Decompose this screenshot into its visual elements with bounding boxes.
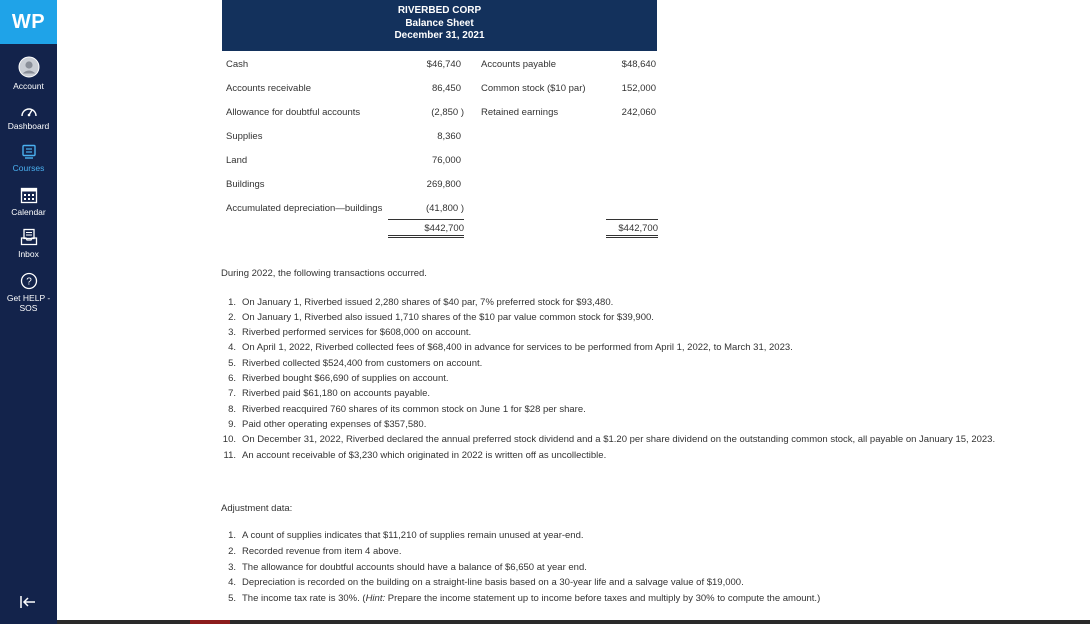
svg-text:?: ? [25, 276, 32, 288]
sidebar-item-courses[interactable] [0, 144, 57, 173]
adjustments-intro: Adjustment data: [221, 503, 293, 514]
help-icon [20, 272, 38, 290]
wp-logo[interactable]: WP [0, 0, 57, 44]
collapse-left-icon[interactable] [18, 592, 38, 612]
sidebar-item-label: Get HELP - [6, 293, 51, 303]
sidebar [0, 0, 57, 624]
equity-label: Retained earnings [481, 107, 559, 118]
inbox-icon [20, 228, 38, 246]
asset-label: Supplies [226, 131, 263, 142]
asset-value: (41,800 ) [425, 203, 464, 214]
equity-value: 242,060 [621, 107, 656, 118]
sidebar-item-account[interactable] [0, 56, 57, 91]
liability-value: $48,640 [621, 59, 656, 70]
total-liabilities-equity: $442,700 [606, 219, 658, 238]
user-avatar-icon [18, 56, 40, 78]
equity-value: 152,000 [621, 83, 656, 94]
courses-icon [21, 144, 37, 160]
asset-label: Land [226, 155, 248, 166]
statement-date: December 31, 2021 [394, 30, 485, 41]
asset-value: 76,000 [431, 155, 461, 166]
speedometer-icon [20, 104, 38, 118]
sidebar-item-inbox[interactable] [0, 228, 57, 259]
sidebar-item-label: SOS [19, 303, 38, 313]
company-name: RIVERBED CORP [397, 5, 482, 16]
adjustments-list: 1. A count of supplies indicates that $11,210 of supplies remain unused at year-end. 2. Recorded revenue from item 4 above. 3. The allowance for doubtful accounts should have a balance of $6,650 at year end. 4. Depreciation is recorded on the building on a straight-line basis based on a 30-year life and a salvage value of $19,000. 5. The income tax rate is 30%. (Hint: Prepare the income statement up to income before taxes and multiply by 30% to compute the amount.) [228, 530, 821, 604]
equity-label: Common stock ($10 par) [481, 83, 586, 94]
sidebar-item-help[interactable] [0, 272, 57, 313]
asset-label: Accumulated depreciation—buildings [226, 203, 383, 214]
asset-value: (2,850 ) [431, 107, 464, 118]
asset-value: 269,800 [426, 179, 461, 190]
sidebar-item-dashboard[interactable] [0, 104, 57, 131]
sidebar-item-label: Courses [12, 163, 45, 173]
statement-title: Balance Sheet [405, 17, 474, 29]
sidebar-item-label: Inbox [18, 249, 39, 259]
transactions-list: 1. On January 1, Riverbed issued 2,280 shares of $40 par, 7% preferred stock for $93,480. 2. On January 1, Riverbed also issued 1,710 shares of the $10 par value common stock for $39,900. 3. Riverbed performed services for $608,000 on account. 4. On April 1, 2022, Riverbed collected fees of $68,400 in advance for services to be performed from April 1, 2022, to March 31, 2023. 5. Riverbed collected $524,400 from customers on account. 6. Riverbed bought $66,690 of supplies on account. 7. Riverbed paid $61,180 on accounts payable. 8. Riverbed reacquired 760 shares of its common stock on June 1 for $28 per share. 9. Paid other operating expenses of $357,580. 10. On December 31, 2022, Riverbed declared the annual preferred stock dividend and a $1.20 per share dividend on the outstanding common stock, all payable on January 15, 2023. 11. An account receivable of $3,230 which originated in 2022 is written off as uncollectible. [222, 297, 996, 461]
sidebar-item-label: Account [13, 81, 44, 91]
sidebar-item-calendar[interactable] [0, 186, 57, 217]
calendar-icon [20, 186, 38, 204]
balance-sheet-header [222, 0, 657, 51]
total-assets: $442,700 [388, 219, 464, 238]
asset-value: $46,740 [426, 59, 461, 70]
asset-label: Buildings [226, 179, 265, 190]
hint-label: Hint: [365, 593, 386, 604]
asset-value: 8,360 [437, 131, 461, 142]
asset-label: Accounts receivable [226, 83, 312, 94]
liability-label: Accounts payable [481, 59, 556, 70]
sidebar-item-label: Dashboard [7, 121, 50, 131]
transactions-intro: During 2022, the following transactions occurred. [221, 268, 427, 279]
asset-label: Cash [226, 59, 249, 70]
asset-value: 86,450 [431, 83, 461, 94]
footer-accent [190, 620, 230, 624]
sidebar-item-label: Calendar [11, 207, 46, 217]
asset-label: Allowance for doubtful accounts [226, 107, 361, 118]
